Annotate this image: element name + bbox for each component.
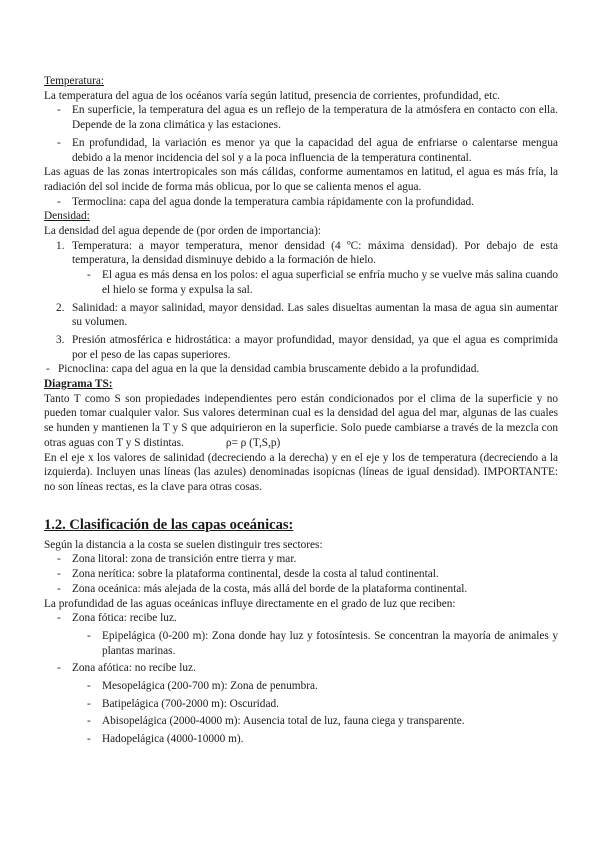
density-formula: ρ= ρ (T,S,p) [225,436,281,449]
diagrama-paragraph-2: En el eje x los valores de salinidad (decreciendo a la derecha) y en el eje y los de temperatura (decreciendo a la izquierda). Incluyen unas líneas (las azules) denominadas isopicnas (líneas de igual densidad). IMPORTANTE: no son líneas rectas, es la clave para otras cosas. [44,451,558,493]
picnoclina-item: - Picnoclina: capa del agua en la que la densidad cambia bruscamente debido a la profundidad. [44,362,558,377]
hadopelagica-item: - Hadopelágica (4000-10000 m). [44,732,558,747]
list-number: 2. [56,301,65,314]
temperatura-intro: La temperatura del agua de los océanos varía según latitud, presencia de corrientes, profundidad, etc. [44,89,501,102]
densidad-item-2 [44,301,558,330]
temperatura-item-superficie: - En superficie, la temperatura del agua es un reflejo de la temperatura de la atmósfera en contacto con ella. Depende de la zona climática y las estaciones. [44,103,558,132]
densidad-heading: Densidad: [44,210,90,223]
diagrama-paragraph-1 [44,392,558,451]
abisopelagica-item: - Abisopelágica (2000-4000 m): Ausencia total de luz, fauna ciega y transparente. [44,714,558,729]
temperatura-heading: Temperatura: [44,75,105,87]
temperatura-paragraph: Las aguas de las zonas intertropicales son más cálidas, conforme aumentamos en latitud, el agua es más fría, la radiación del sol incide de forma más oblicua, por lo que se calienta menos el agua. [44,166,558,193]
densidad-item-3 [44,333,558,362]
diagrama-heading: Diagrama TS: [44,378,113,391]
epipelagica-item: - Epipelágica (0-200 m): Zona donde hay luz y fotosíntesis. Se concentran la mayoría de animales y plantas marinas. [44,629,558,658]
zona-fotica: - Zona fótica: recibe luz. [44,611,558,626]
densidad-intro: La densidad del agua depende de (por orden de importancia): [44,225,321,238]
temperatura-item-profundidad: - En profundidad, la variación es menor ya que la capacidad del agua de enfriarse o calentarse mengua debido a la menor incidencia del sol y a la poca influencia de la temperatura continental. [44,136,558,165]
densidad-item-text: Presión atmosférica e hidrostática: a mayor profundidad, mayor densidad, ya que el agua es comprimida por el peso de las capas superiores. [72,333,558,361]
mesopelagica-item: - Mesopelágica (200-700 m): Zona de penumbra. [44,679,558,694]
list-number: 3. [56,333,65,346]
document-body [44,74,558,747]
densidad-item-text: Temperatura: a mayor temperatura, menor densidad (4 ºC: máxima densidad). Por debajo de esta temperatura, la densidad disminuye debido a la formación de hielo. [72,239,558,267]
list-number: 1. [56,239,65,252]
sector-oceanica: - Zona oceánica: más alejada de la costa, más allá del borde de la plataforma continental. [44,582,558,597]
section-heading-clasificacion: 1.2. Clasificación de las capas oceánicas: [44,516,294,533]
clasificacion-intro: Según la distancia a la costa se suelen distinguir tres sectores: [44,538,323,551]
sector-neritica: - Zona nerítica: sobre la plataforma continental, desde la costa al talud continental. [44,567,558,582]
termoclina-item: - Termoclina: capa del agua donde la temperatura cambia rápidamente con la profundidad. [44,195,558,210]
densidad-item-1 [44,239,558,268]
diagrama-text: Tanto T como S son propiedades independientes pero están condicionados por el clima de la superficie y no pueden tomar cualquier valor. Sus valores determinan cual es la densidad del agua del mar, algunas de las cuales se hunden y mantienen la T y S que adquirieron en la superficie. Solo puede cambiarse a través de la mezcla con otras aguas con T y S distintas. [44,392,558,449]
batipelagica-item: - Batipelágica (700-2000 m): Oscuridad. [44,697,558,712]
densidad-item-text: Salinidad: a mayor salinidad, mayor densidad. Las sales disueltas aumentan la masa de agua sin aumentar su volumen. [72,301,558,329]
densidad-subitem-polos: - El agua es más densa en los polos: el agua superficial se enfría mucho y se vuelve más salina cuando el hielo se forma y expulsa la sal. [44,268,558,297]
sector-litoral: - Zona litoral: zona de transición entre tierra y mar. [44,552,558,567]
profundidad-intro: La profundidad de las aguas oceánicas influye directamente en el grado de luz que reciben: [44,597,456,610]
zona-afotica: - Zona afótica: no recibe luz. [44,661,558,676]
